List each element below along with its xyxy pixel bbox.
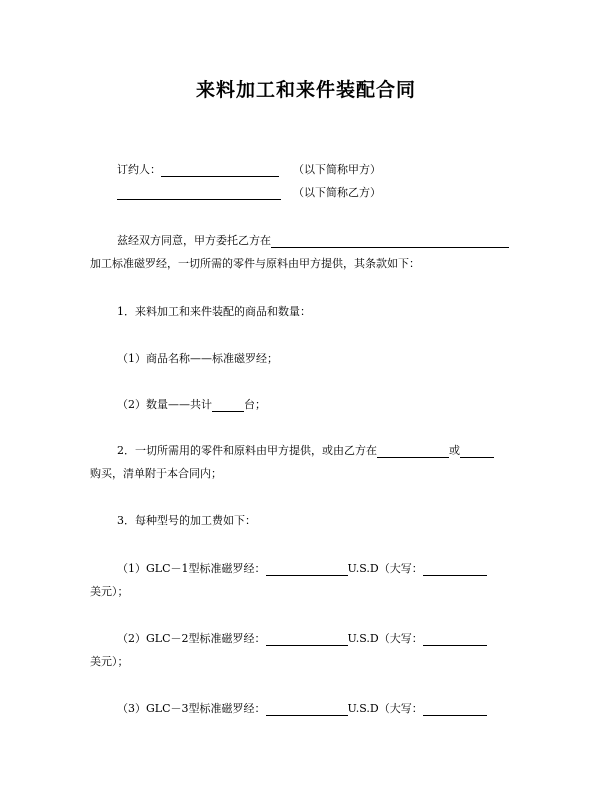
fee-item-2-words-blank[interactable] [423,633,487,646]
fee-item-1-tail: 美元）； [90,585,129,598]
section-1-item-2 [117,398,266,412]
section-2-line-2: 购买，清单附于本合同内； [90,467,222,480]
fee-item-3-amount-blank[interactable] [266,703,348,716]
fee-item-2-label: （2）GLC－2型标准磁罗经： [117,632,266,645]
fee-item-2-currency: U.S.D（大写： [347,632,423,645]
party-a-label: 订约人： [117,163,161,176]
section-2-text-a: 2．一切所需用的零件和原料由甲方提供，或由乙方在 [117,444,377,457]
fee-item-3-currency: U.S.D（大写： [347,702,423,715]
section-1-item-1: （1）商品名称——标准磁罗经； [117,352,278,365]
section-1-heading: 1．来料加工和来件装配的商品和数量： [117,305,311,318]
party-b-note: （以下简称乙方） [293,186,381,199]
fee-item-1-label: （1）GLC－1型标准磁罗经： [117,562,266,575]
fee-item-1-currency: U.S.D（大写： [347,562,423,575]
quantity-unit: 台； [244,398,266,411]
party-b-line [117,186,281,200]
quantity-label: （2）数量——共计 [117,398,212,411]
fee-item-2-amount-blank[interactable] [266,633,348,646]
fee-item-1-words-blank[interactable] [423,563,487,576]
party-b-blank[interactable] [117,187,281,200]
section-2-or: 或 [449,444,460,457]
intro-location-blank[interactable] [271,235,509,248]
quantity-blank[interactable] [212,399,244,412]
document-title: 来料加工和来件装配合同 [195,79,416,101]
fee-item-1-amount-blank[interactable] [266,563,348,576]
party-a-blank[interactable] [161,164,279,177]
party-a-line [117,163,279,177]
fee-item-2 [117,632,487,646]
purchase-place-blank-1[interactable] [377,445,449,458]
fee-item-3-label: （3）GLC－3型标准磁罗经： [117,702,266,715]
section-3-heading: 3．每种型号的加工费如下： [117,514,256,527]
section-2-line-1 [117,444,494,458]
purchase-place-blank-2[interactable] [460,445,494,458]
fee-item-3-words-blank[interactable] [423,703,487,716]
fee-item-2-tail: 美元）； [90,655,129,668]
party-a-note: （以下简称甲方） [293,163,381,176]
fee-item-3 [117,702,487,716]
intro-text-1: 兹经双方同意，甲方委托乙方在 [117,234,271,247]
intro-line-1 [117,234,509,248]
fee-item-1 [117,562,487,576]
intro-line-2: 加工标准磁罗经，一切所需的零件与原料由甲方提供，其条款如下： [90,257,420,270]
